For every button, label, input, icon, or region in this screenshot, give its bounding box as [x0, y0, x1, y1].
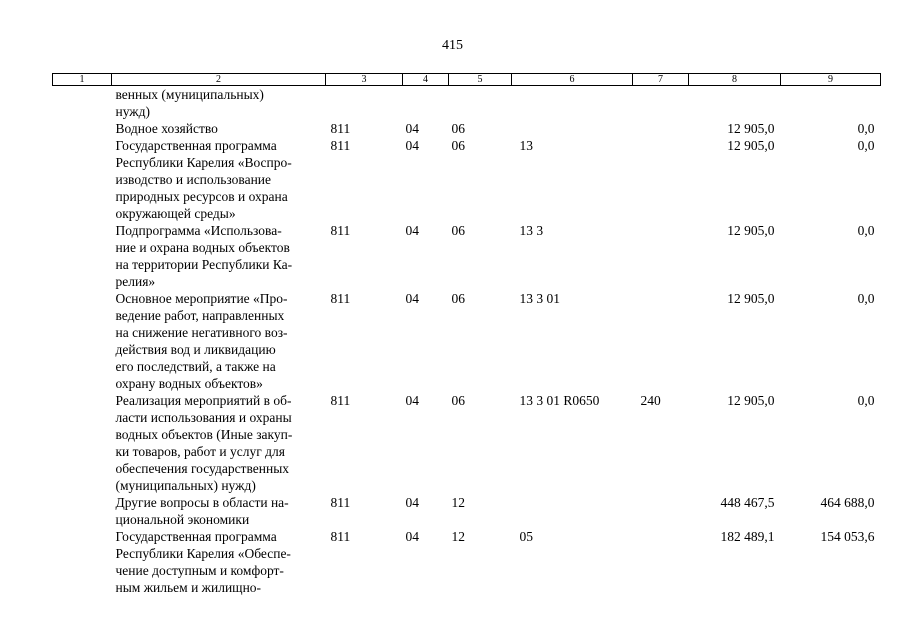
cell-c9: 0,0 [857, 393, 875, 408]
cell-c3 [326, 86, 403, 121]
cell-item-name: Государственная программа Республики Карелия «Воспро- изводство и использование природных ресурсов и охрана окружающей среды» [115, 138, 292, 221]
cell-c9: 0,0 [857, 291, 875, 306]
cell-c3: 811 [330, 223, 351, 238]
cell-c4 [403, 86, 449, 121]
column-header: 6 [512, 74, 633, 86]
cell-c3: 811 [330, 138, 351, 153]
table-row [53, 222, 881, 290]
cell-item-name: Водное хозяйство [115, 121, 218, 136]
cell-c6 [512, 494, 633, 528]
cell-col-1 [53, 120, 112, 137]
cell-c6: 13 3 01 [519, 291, 560, 306]
cell-c8: 448 467,5 [720, 495, 775, 510]
table-row [53, 137, 881, 222]
table-row [53, 392, 881, 494]
cell-c5: 12 [451, 495, 465, 510]
table-row [53, 86, 881, 121]
cell-c8: 182 489,1 [720, 529, 775, 544]
cell-c5: 12 [451, 529, 465, 544]
cell-c9: 0,0 [857, 223, 875, 238]
cell-c3: 811 [330, 291, 351, 306]
cell-c3: 811 [330, 529, 351, 544]
cell-c6: 13 3 01 R0650 [519, 393, 600, 408]
cell-col-1 [53, 222, 112, 290]
cell-c7 [633, 86, 689, 121]
cell-c7 [633, 528, 689, 596]
cell-c4: 04 [405, 495, 419, 510]
column-header: 3 [326, 74, 403, 86]
cell-col-1 [53, 290, 112, 392]
cell-c7 [633, 290, 689, 392]
cell-col-1 [53, 392, 112, 494]
cell-item-name: Другие вопросы в области на- циональной экономики [115, 495, 289, 527]
cell-col-1 [53, 86, 112, 121]
cell-col-1 [53, 494, 112, 528]
cell-c9 [781, 86, 881, 121]
cell-c4: 04 [405, 393, 419, 408]
budget-table [52, 73, 881, 596]
cell-item-name: Подпрограмма «Использова- ние и охрана водных объектов на территории Республики Ка- релия» [115, 223, 293, 289]
cell-c5: 06 [451, 393, 465, 408]
cell-c6 [512, 86, 633, 121]
cell-c6: 05 [519, 529, 533, 544]
cell-c4: 04 [405, 138, 419, 153]
cell-c5: 06 [451, 121, 465, 136]
column-header: 4 [403, 74, 449, 86]
cell-c3: 811 [330, 121, 351, 136]
column-header: 5 [449, 74, 512, 86]
cell-item-name: Основное мероприятие «Про- ведение работ, направленных на снижение негативного воз- действия вод и ликвидацию его последствий, а также на охрану водных объектов» [115, 291, 288, 391]
cell-c8: 12 905,0 [727, 121, 775, 136]
cell-c3: 811 [330, 393, 351, 408]
cell-c4: 04 [405, 223, 419, 238]
cell-c8: 12 905,0 [727, 291, 775, 306]
cell-c8: 12 905,0 [727, 138, 775, 153]
cell-c7 [633, 494, 689, 528]
page-number: 415 [442, 38, 463, 53]
table-body [53, 86, 881, 597]
cell-c6: 13 3 [519, 223, 544, 238]
cell-c4: 04 [405, 291, 419, 306]
table-row [53, 494, 881, 528]
table-row [53, 290, 881, 392]
column-header: 8 [689, 74, 781, 86]
cell-c5: 06 [451, 138, 465, 153]
column-header: 1 [53, 74, 112, 86]
cell-c3: 811 [330, 495, 351, 510]
cell-c7 [633, 137, 689, 222]
cell-c4: 04 [405, 529, 419, 544]
table-header-row [53, 74, 881, 86]
cell-c7: 240 [640, 393, 661, 408]
cell-c8 [689, 86, 781, 121]
cell-c9: 464 688,0 [820, 495, 875, 510]
cell-c8: 12 905,0 [727, 393, 775, 408]
cell-item-name: Государственная программа Республики Карелия «Обеспе- чение доступным и комфорт- ным жильем и жилищно- [115, 529, 291, 595]
table-row [53, 120, 881, 137]
cell-c9: 154 053,6 [820, 529, 875, 544]
cell-c8: 12 905,0 [727, 223, 775, 238]
cell-c9: 0,0 [857, 121, 875, 136]
column-header: 9 [781, 74, 881, 86]
cell-c9: 0,0 [857, 138, 875, 153]
cell-item-name: венных (муниципальных) нужд) [115, 87, 264, 119]
cell-c7 [633, 120, 689, 137]
cell-col-1 [53, 528, 112, 596]
column-header: 2 [112, 74, 326, 86]
cell-c5: 06 [451, 223, 465, 238]
cell-c5 [449, 86, 512, 121]
column-header: 7 [633, 74, 689, 86]
cell-c4: 04 [405, 121, 419, 136]
cell-c6: 13 [519, 138, 533, 153]
cell-col-1 [53, 137, 112, 222]
cell-c7 [633, 222, 689, 290]
cell-c6 [512, 120, 633, 137]
cell-item-name: Реализация мероприятий в об- ласти использования и охраны водных объектов (Иные закуп- ки товаров, работ и услуг для обеспечения государственных (муниципальных) нужд) [115, 393, 293, 493]
table-row [53, 528, 881, 596]
cell-c5: 06 [451, 291, 465, 306]
